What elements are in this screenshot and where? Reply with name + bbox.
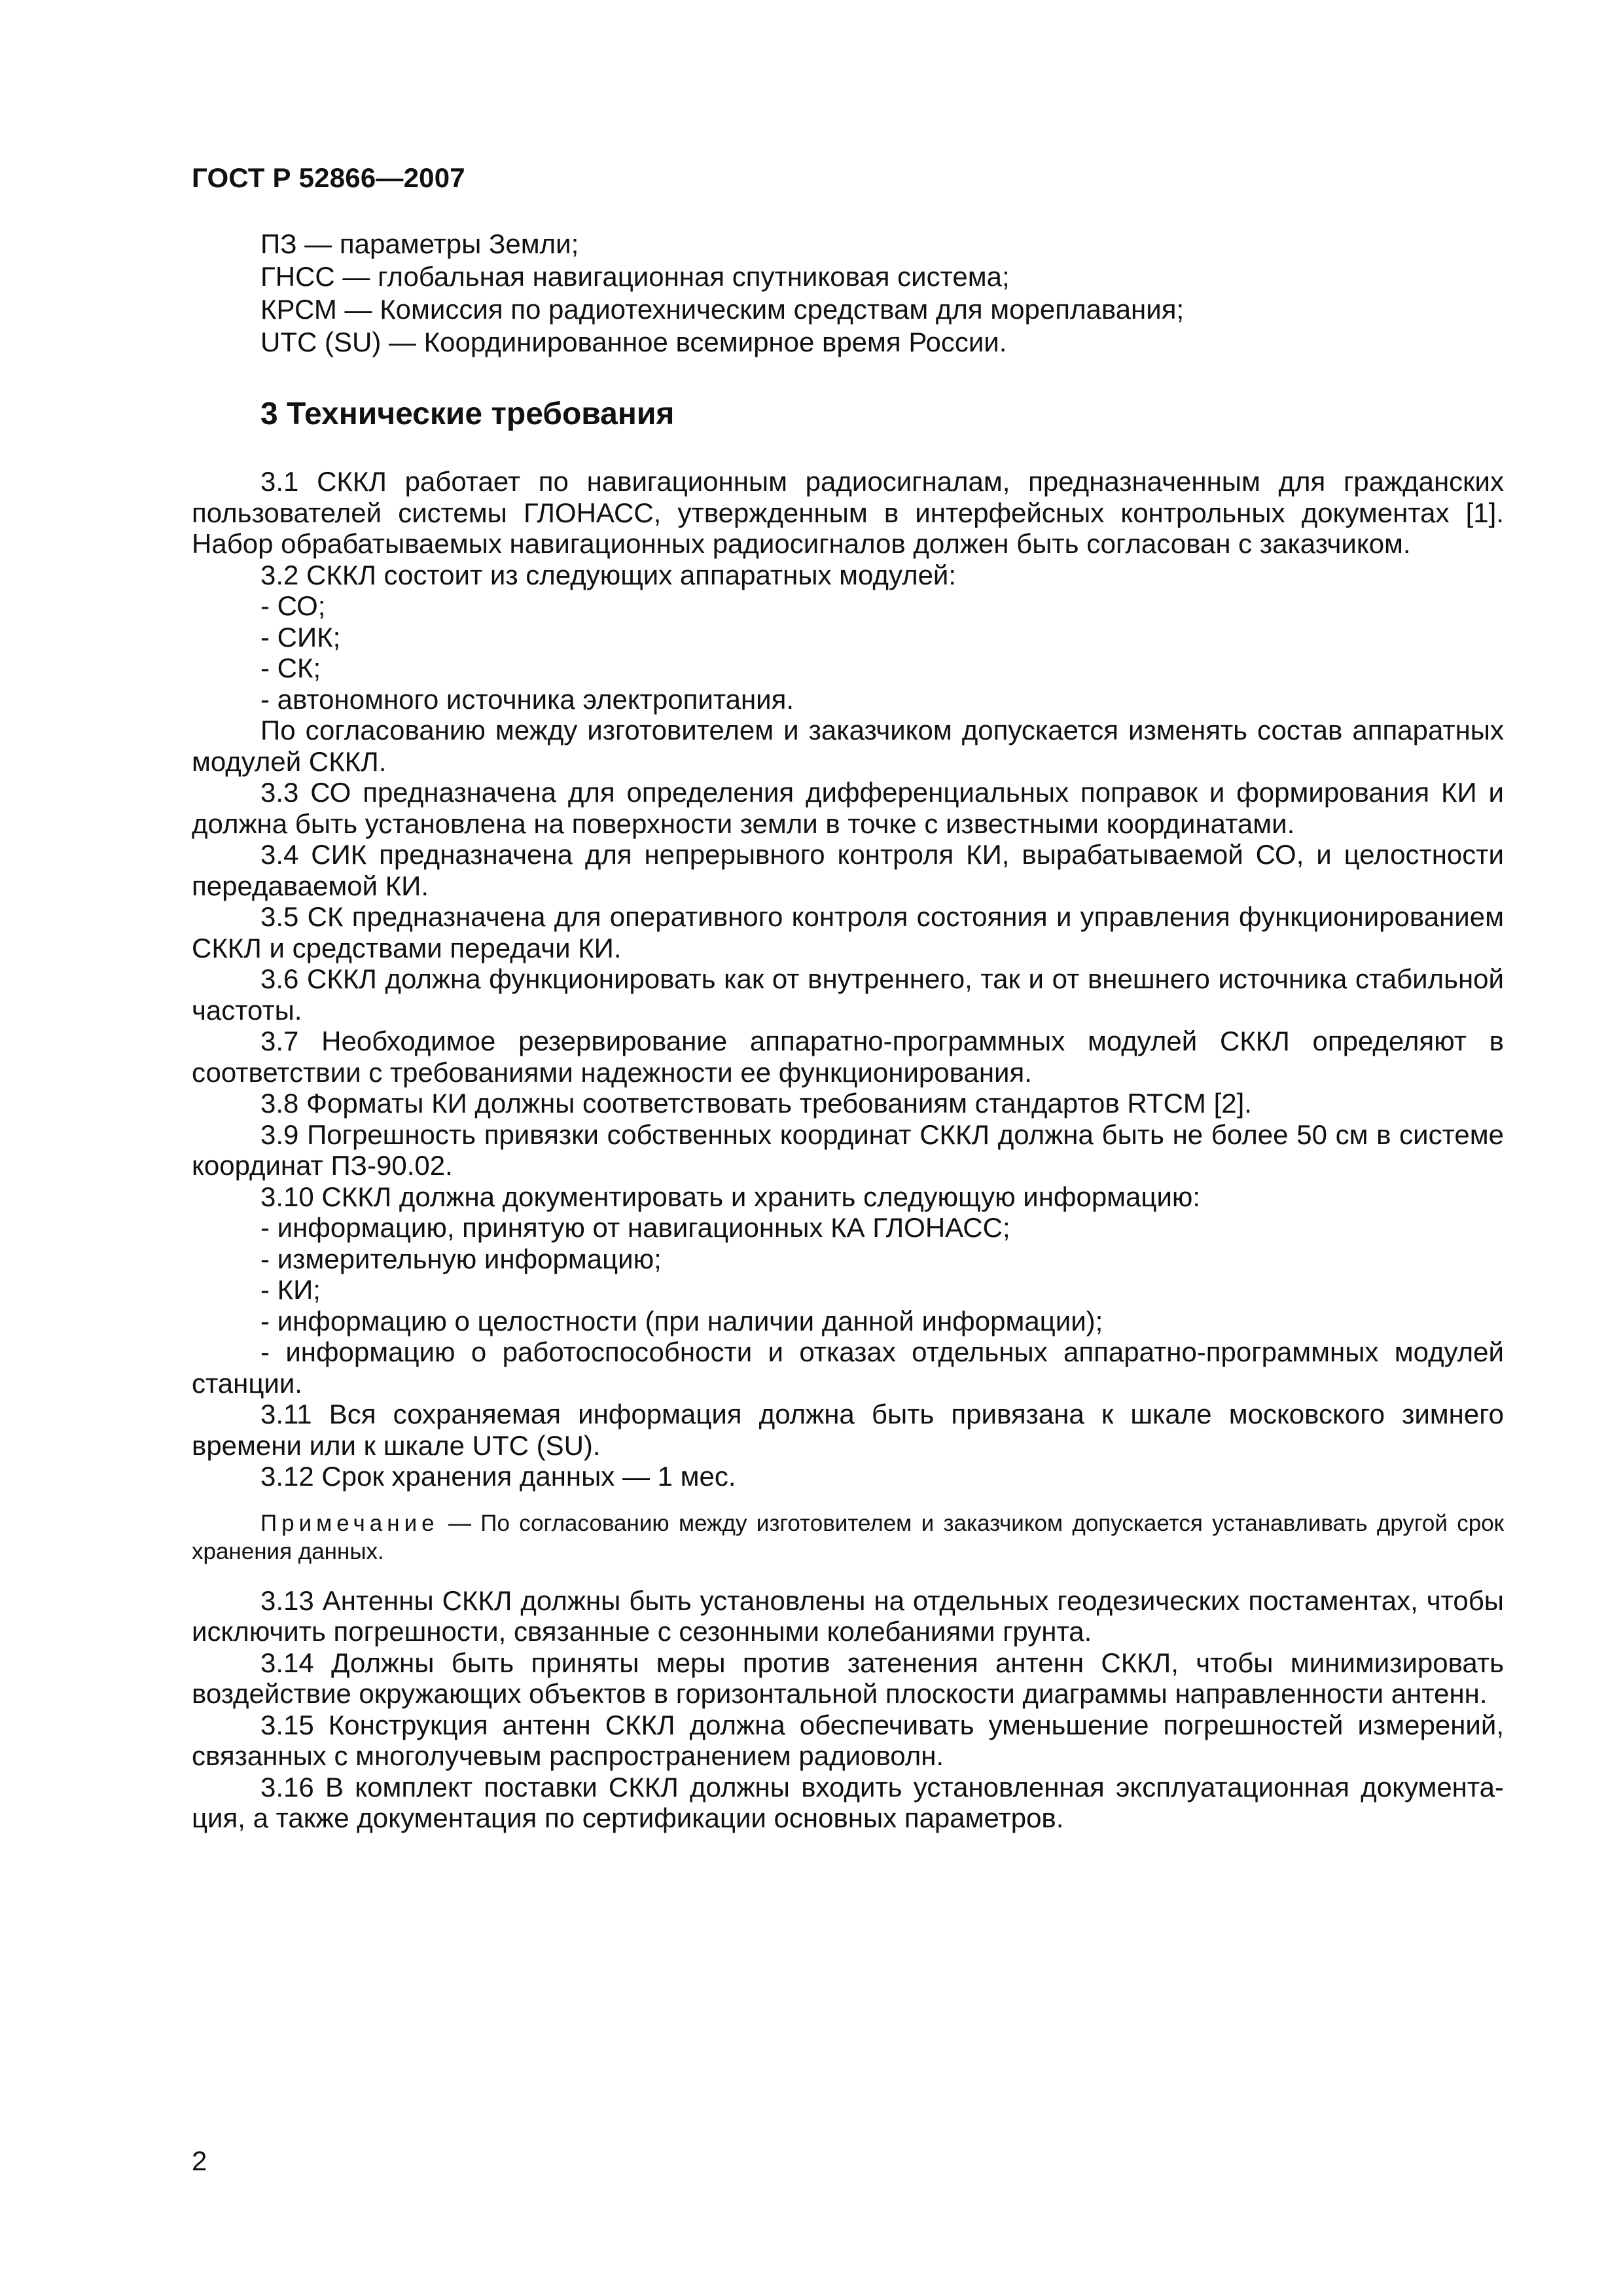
paragraph-3-4: 3.4 СИК предназначена для непрерывного контроля КИ, вырабатываемой СО, и целостности передаваемой КИ. <box>192 839 1504 901</box>
list-item: - информацию о целостности (при наличии данной информации); <box>260 1305 1103 1336</box>
paragraph-3-1: 3.1 СККЛ работает по навигационным радиосигналам, предназначенным для гражданских пользователей системы ГЛОНАСС, утвержденным в интерфейсных контрольных документах [1]. Набор обрабатываемых навигационных радиосигналов должен быть согласован с заказчиком. <box>192 466 1504 559</box>
list-item: - СО; <box>260 590 326 621</box>
paragraph-3-7: 3.7 Необходимое резервирование аппаратно-программных модулей СККЛ определяют в соответствии с требованиями надежности ее функционирования. <box>192 1026 1504 1088</box>
list-item: - автономного источника электропитания. <box>260 683 794 715</box>
paragraph-3-11: 3.11 Вся сохраняемая информация должна быть привязана к шкале московского зимнего времени или к шкале UTC (SU). <box>192 1399 1504 1461</box>
document-code-header: ГОСТ Р 52866—2007 <box>192 162 465 193</box>
paragraph-3-2-note: По согласованию между изготовителем и заказчиком допускается изменять состав аппаратных модулей СККЛ. <box>192 715 1504 777</box>
list-item: - информацию, принятую от навигационных КА ГЛОНАСС; <box>260 1212 1010 1243</box>
page-number: 2 <box>192 2145 207 2176</box>
paragraph-3-14: 3.14 Должны быть приняты меры против затенения антенн СККЛ, чтобы минимизировать воздействие окружающих объектов в горизонтальной плоскости диаграммы направленности антенн. <box>192 1647 1504 1709</box>
paragraph-3-13: 3.13 Антенны СККЛ должны быть установлены на отдельных геодезических постаментах, чтобы исключить погрешности, связанные с сезонными колебаниями грунта. <box>192 1585 1504 1647</box>
paragraph-3-10: 3.10 СККЛ должна документировать и хранить следующую информацию: <box>260 1181 1201 1212</box>
paragraph-3-2: 3.2 СККЛ состоит из следующих аппаратных модулей: <box>260 559 957 590</box>
abbreviation-item: UTC (SU) — Координированное всемирное время России. <box>260 327 1007 357</box>
abbreviation-item: КРСМ — Комиссия по радиотехническим средствам для мореплавания; <box>260 294 1185 325</box>
list-item: - КИ; <box>260 1274 321 1305</box>
abbreviation-item: ГНСС — глобальная навигационная спутниковая система; <box>260 261 1010 292</box>
paragraph-3-15: 3.15 Конструкция антенн СККЛ должна обеспечивать уменьшение погрешностей измерений, связанных с многолучевым распространением радиоволн. <box>192 1709 1504 1771</box>
abbreviations-list <box>260 228 1504 359</box>
section-title: 3 Технические требования <box>260 397 675 431</box>
paragraph-3-5: 3.5 СК предназначена для оперативного контроля состояния и управления функционированием СККЛ и средствами передачи КИ. <box>192 901 1504 963</box>
note <box>192 1509 1504 1566</box>
paragraph-3-12: 3.12 Срок хранения данных — 1 мес. <box>260 1461 736 1492</box>
list-item: - СК; <box>260 653 321 683</box>
paragraph-3-8: 3.8 Форматы КИ должны соответствовать требованиям стандартов RTCM [2]. <box>260 1088 1252 1119</box>
list-item: - СИК; <box>260 621 341 653</box>
note-label: Примечание <box>260 1510 439 1536</box>
section-body <box>192 466 1504 1834</box>
paragraph-3-6: 3.6 СККЛ должна функционировать как от внутреннего, так и от внешнего источника стабильной частоты. <box>192 963 1504 1026</box>
paragraph-3-9: 3.9 Погрешность привязки собственных координат СККЛ должна быть не более 50 см в системе координат ПЗ-90.02. <box>192 1119 1504 1181</box>
list-item: - измерительную информацию; <box>260 1243 662 1274</box>
paragraph-3-16: 3.16 В комплект поставки СККЛ должны входить установленная эксплуатационная документация, а также документация по сертификации основных параметров. <box>192 1771 1504 1833</box>
note-text: — По согласованию между изготовителем и заказчиком допускается устанавливать другой срок хранения данных. <box>192 1510 1504 1564</box>
paragraph-3-3: 3.3 СО предназначена для определения дифференциальных поправок и формирования КИ и должна быть установлена на поверхности земли в точке с известными координатами. <box>192 777 1504 839</box>
list-item: - информацию о работоспособности и отказах отдельных аппаратно-программных модулей станции. <box>192 1336 1504 1399</box>
abbreviation-item: ПЗ — параметры Земли; <box>260 228 579 259</box>
